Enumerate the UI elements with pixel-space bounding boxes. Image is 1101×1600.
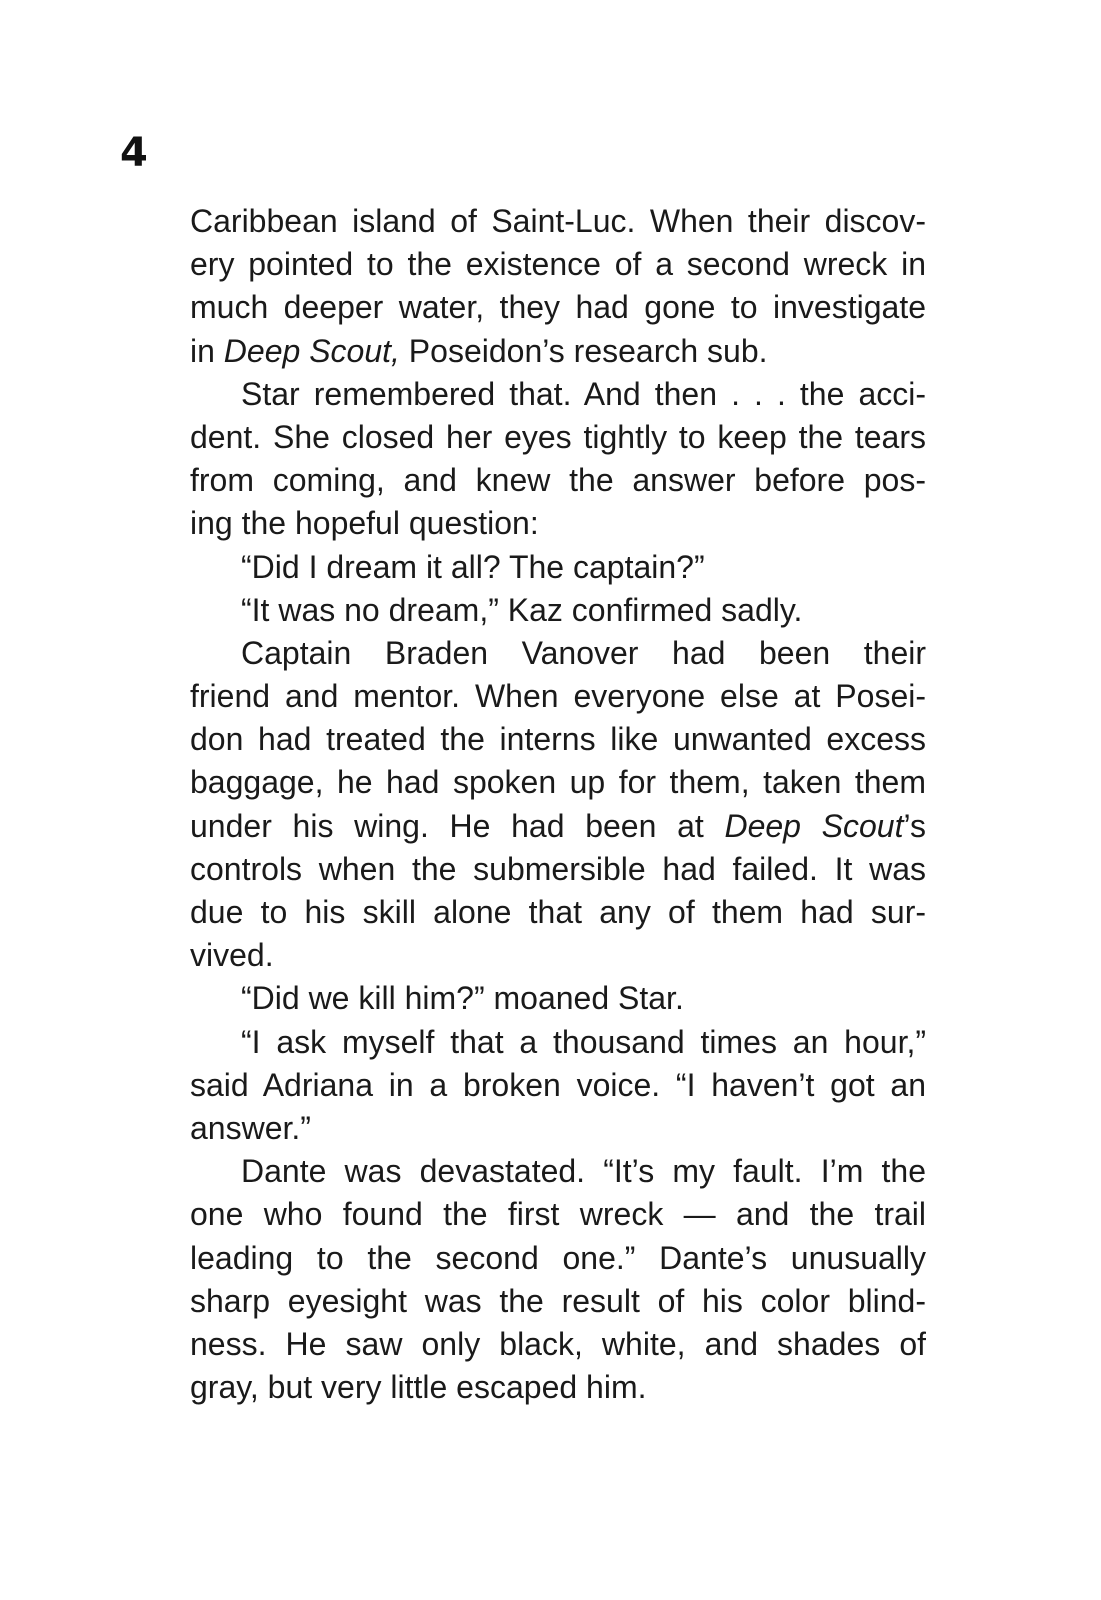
text-line — [190, 848, 926, 891]
text-line — [190, 1064, 926, 1107]
text-line — [190, 546, 926, 589]
text-line — [190, 718, 926, 761]
text-line — [190, 286, 926, 329]
text-line — [190, 1237, 926, 1280]
text-line — [190, 416, 926, 459]
text-segment: ery pointed to the existence of a second wreck in — [190, 246, 926, 283]
text-segment: Poseidon’s research sub. — [399, 332, 768, 369]
text-segment: “I ask myself that a thousand times an hour,” — [241, 1023, 926, 1060]
text-line — [190, 1323, 926, 1366]
text-segment: much deeper water, they had gone to investigate — [190, 289, 926, 326]
text-segment: Caribbean island of Saint-Luc. When their discov- — [190, 203, 926, 239]
text-line — [190, 502, 926, 545]
text-segment: baggage, he had spoken up for them, taken them — [190, 764, 926, 801]
text-line — [190, 243, 926, 286]
text-line — [190, 200, 926, 243]
text-line — [190, 675, 926, 718]
text-line — [190, 761, 926, 804]
page-number: 4 — [120, 130, 148, 176]
text-segment: ness. He saw only black, white, and shades of — [190, 1325, 926, 1362]
text-segment: “Did we kill him?” moaned Star. — [241, 980, 684, 1017]
text-segment: controls when the submersible had failed. It was — [190, 850, 926, 887]
text-segment: gray, but very little escaped him. — [190, 1369, 647, 1406]
text-line — [190, 805, 926, 848]
text-segment: “It was no dream,” Kaz confirmed sadly. — [241, 591, 803, 628]
text-line — [190, 1193, 926, 1236]
italic-text: Deep Scout, — [223, 332, 400, 369]
text-line — [190, 459, 926, 502]
text-line — [190, 1107, 926, 1150]
text-line — [190, 1280, 926, 1323]
text-segment: under his wing. He had been at — [190, 807, 725, 844]
text-segment: Captain Braden Vanover had been their — [241, 634, 926, 671]
text-segment: friend and mentor. When everyone else at Posei- — [190, 678, 926, 715]
text-segment: ’s — [903, 807, 926, 844]
text-segment: dent. She closed her eyes tightly to keep the tears — [190, 418, 926, 455]
italic-text: Deep Scout — [724, 807, 904, 844]
text-segment: sharp eyesight was the result of his color blind- — [190, 1282, 926, 1319]
text-segment: vived. — [190, 937, 274, 974]
text-segment: leading to the second one.” Dante’s unusually — [190, 1239, 926, 1276]
text-line — [190, 934, 926, 977]
text-line — [190, 373, 926, 416]
text-segment: from coming, and knew the answer before pos- — [190, 462, 926, 499]
text-segment: due to his skill alone that any of them had sur- — [190, 894, 926, 930]
text-line — [190, 1021, 926, 1064]
text-line — [190, 1366, 926, 1409]
text-line — [190, 632, 926, 675]
text-line — [190, 589, 926, 632]
text-segment: ing the hopeful question: — [190, 505, 539, 542]
text-segment: in — [190, 332, 224, 369]
text-segment: Dante was devastated. “It’s my fault. I’m the — [241, 1153, 926, 1190]
text-segment: one who found the first wreck — and the trail — [190, 1196, 926, 1233]
text-segment: “Did I dream it all? The captain?” — [241, 548, 705, 585]
text-line — [190, 977, 926, 1020]
text-segment: don had treated the interns like unwanted excess — [190, 721, 926, 758]
text-segment: said Adriana in a broken voice. “I haven’t got an — [190, 1066, 926, 1103]
text-segment: Star remembered that. And then . . . the acci- — [241, 375, 926, 412]
text-line — [190, 330, 926, 373]
text-segment: answer.” — [190, 1109, 311, 1146]
text-line — [190, 891, 926, 934]
text-line — [190, 1150, 926, 1193]
body-text — [190, 200, 926, 1409]
